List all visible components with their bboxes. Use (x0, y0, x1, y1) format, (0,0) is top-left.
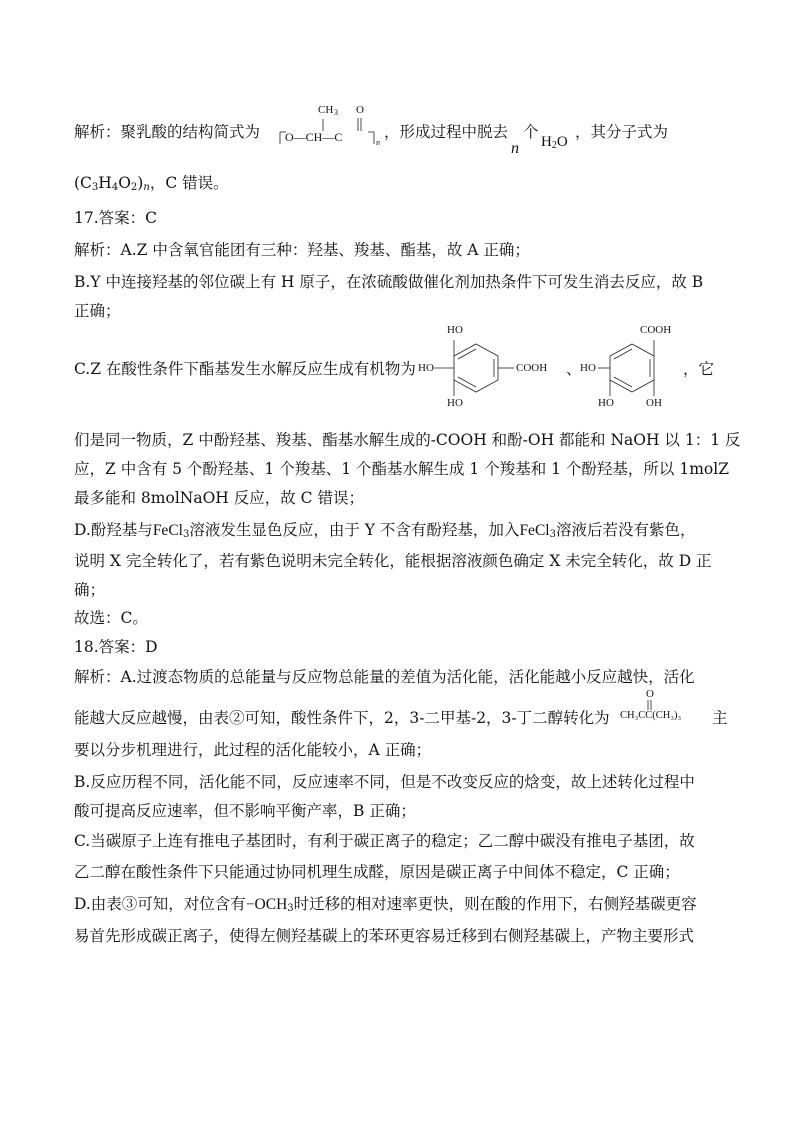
fecl3-sub: 3 (182, 529, 190, 540)
cooh-top-label: COOH (640, 324, 672, 336)
q17-line-8 (74, 519, 724, 546)
q17-line-7: 最多能和 8molNaOH 反应，故 C 错误； (74, 489, 364, 507)
carbonyl-o-label: O (356, 104, 364, 116)
q18-line-6: C.当碳原子上连有推电子基团时，有利于碳正离子的稳定；乙二醇中碳没有推电子基团，故 (74, 832, 695, 850)
fecl3-sub: 3 (549, 529, 556, 540)
q18-answer: 18.答案：D (74, 638, 158, 656)
q17-line-10: 确； (74, 581, 106, 599)
analysis-line-1d (575, 121, 725, 143)
och3-sub: 3 (287, 903, 294, 914)
q17-line-11: 故选：C。 (74, 609, 148, 627)
ch3-label: CH (318, 104, 334, 116)
ho-bottom-label: HO (447, 397, 463, 409)
q18-line-3: 要以分步机理进行，此过程的活化能较小，A 正确； (74, 741, 432, 759)
ho-left-label: HO (418, 362, 434, 374)
text-segment: ，其分子式为 (575, 123, 669, 141)
formula-close: ) (137, 174, 144, 192)
text-segment: C.Z 在酸性条件下酯基发生水解反应生成有机物为 (74, 360, 416, 378)
q17-line-3: 正确； (74, 302, 121, 320)
text-segment: D.由表③可知，对位含有 (74, 895, 246, 913)
ketone-o-label: O (646, 688, 654, 700)
text-segment: 、 (566, 360, 582, 378)
och3-formula: −OCH (245, 896, 288, 913)
q17-line-5: 们是同一物质，Z 中酚羟基、羧基、酯基水解生成的-COOH 和酚-OH 都能和 NaOH 以 1：1 反 (74, 431, 741, 449)
q17-line-4c (683, 358, 733, 380)
variable-n (511, 140, 519, 158)
ho-bottom-label: HO (598, 397, 614, 409)
q18-line-9: 易首先形成碳正离子，使得左侧羟基碳上的苯环更容易迁移到右侧羟基碳上，产物主要形式 (74, 927, 695, 945)
text-segment: D.酚羟基与 (74, 521, 153, 539)
text-segment: 能越大反应越慢，由表②可知，酸性条件下，2，3-二甲基-2，3-丁二醇转化为 (74, 709, 610, 727)
text-segment: ，形成过程中脱去 (384, 123, 509, 141)
polymer-n: n (376, 138, 380, 147)
text-segment: 时迁移的相对速率更快，则在酸的作用下，右侧羟基碳更容 (293, 895, 697, 913)
formula-h: H (98, 174, 112, 192)
q17-line-9: 说明 X 完全转化了，若有紫色说明未完全转化，能根据溶液颜色确定 X 未完全转化，故 D 正 (74, 552, 712, 570)
polymer-chain: O—CH—C (285, 130, 343, 144)
text-segment: 溶液后若没有紫色， (555, 521, 696, 539)
document-page: 解析：聚乳酸的结构简式为 CH 3 O O—CH—C n ，形成过程中脱去 个 n $H_2O$ ，其分子式为 $(C_3H_4O_2)_n$，C 错误。 17.答案：C 解析：A.Z 中含氧官能团有三种：羟基、羧基、酯基，故 A 正确； B.Y 中连接羟基的邻位碳上有 H 原子，在浓硫酸做催化剂加热条件下可发生消去反应，故 B 正确； C.Z 在酸性条件下酯基发生水解反应生成有机物为 HO HO HO COOH 、 COOH HO HO OH ，它 们是同一物质，Z 中酚羟基、羧基、酯基水解生成的-COOH 和酚-OH 都能和 NaOH 以 1：1 反 应，Z 中含有 5 个酚羟基、1 个羧基、1 个酯基水解生成 1 个羧基和 1 个酚羟基，所以 1molZ 最多能和 8molNaOH 反应，故 C 错误； D.酚羟基与FeCl$_3$溶液发生显色反应，由于 Y 不含有酚羟基，加入FeCl$_3$溶液后若没有紫色， 说明 X 完全转化了，若有紫色说明未完全转化，能根据溶液颜色确定 X 未完全转化，故 D 正 确； 故选：C。 18.答案：D 解析：A.过渡态物质的总能量与反应物总能量的差值为活化能，活化能越小反应越快，活化 能越大反应越慢，由表②可知，酸性条件下，2，3-二甲基-2，3-丁二醇转化为 O CH₃CC(CH₃)₃ 主 要以分步机理进行，此过程的活化能较小，A 正确； B.反应历程不同，活化能不同，反应速率不同，但是不改变反应的焓变，故上述转化过程中 酸可提高反应速率，但不影响平衡产率，B 正确； C.当碳原子上连有推电子基团时，有利于碳正离子的稳定；乙二醇中碳没有推电子基团，故 乙二醇在酸性条件下只能通过协同机理生成醛，原因是碳正离子中间体不稳定，C 正确； D.由表③可知，对位含有$-OCH_3$时迁移的相对速率更快，则在酸的作用下，右侧羟基碳更容 易首先形成碳正离子，使得左侧羟基碳上的苯环更容易迁移到右侧羟基碳上，产物主要形式 (74, 104, 741, 945)
text-segment: ，它 (683, 360, 715, 378)
q18-line-7: 乙二醇在酸性条件下只能通过协同机理生成醛，原因是碳正离子中间体不稳定，C 正确； (74, 863, 680, 881)
text-segment: 溶液发生显色反应，由于 Y 不含有酚羟基，加入 (189, 521, 520, 539)
h-label: H (541, 134, 552, 150)
q18-line-1: 解析：A.过渡态物质的总能量与反应物总能量的差值为活化能，活化能越小反应越快，活化 (74, 668, 695, 686)
analysis-line-1b (384, 121, 509, 143)
formula-o: O (118, 174, 131, 192)
q17-answer: 17.答案：C (74, 209, 158, 227)
q18-line-4: B.反应历程不同，活化能不同，反应速率不同，但是不改变反应的焓变，故上述转化过程中 (74, 773, 695, 791)
water-formula: $H_2O$ (541, 134, 568, 151)
q17-line-6: 应，Z 中含有 5 个酚羟基、1 个羧基、1 个酯基水解生成 1 个羧基和 1 个酚羟基，所以 1molZ (74, 460, 729, 478)
ho-left-label: HO (580, 362, 596, 374)
ho-top-label: HO (447, 324, 463, 336)
o-label: O (556, 134, 568, 150)
fecl3-formula: FeCl (152, 522, 183, 539)
q17-line-1: 解析：A.Z 中含氧官能团有三种：羟基、羧基、酯基，故 A 正确； (74, 241, 530, 259)
q18-line-2b (712, 707, 732, 729)
text-segment: ，C 错误。 (149, 174, 229, 192)
formula-n: n (143, 182, 150, 193)
q17-line-2: B.Y 中连接羟基的邻位碳上有 H 原子，在浓硫酸做催化剂加热条件下可发生消去反应，故 B (74, 273, 704, 291)
oh-bottom-label: OH (646, 397, 662, 409)
cooh-label: COOH (516, 362, 548, 374)
n-label: n (511, 140, 519, 157)
fecl3-formula: FeCl (519, 522, 550, 539)
analysis-line-2: $(C_3H_4O_2)_n$，C 错误。 (74, 174, 229, 193)
text-segment: 主 (712, 709, 728, 727)
formula-open: (C (74, 174, 92, 192)
q18-line-8 (74, 893, 724, 920)
ketone-formula: CH₃CC(CH₃)₃ (620, 710, 682, 721)
text-segment: 解析：聚乳酸的结构简式为 (74, 123, 261, 141)
molecule-1 (420, 322, 560, 412)
text-segment: 个 (523, 123, 539, 141)
q18-line-5: 酸可提高反应速率，但不影响平衡产率，B 正确； (74, 802, 416, 820)
